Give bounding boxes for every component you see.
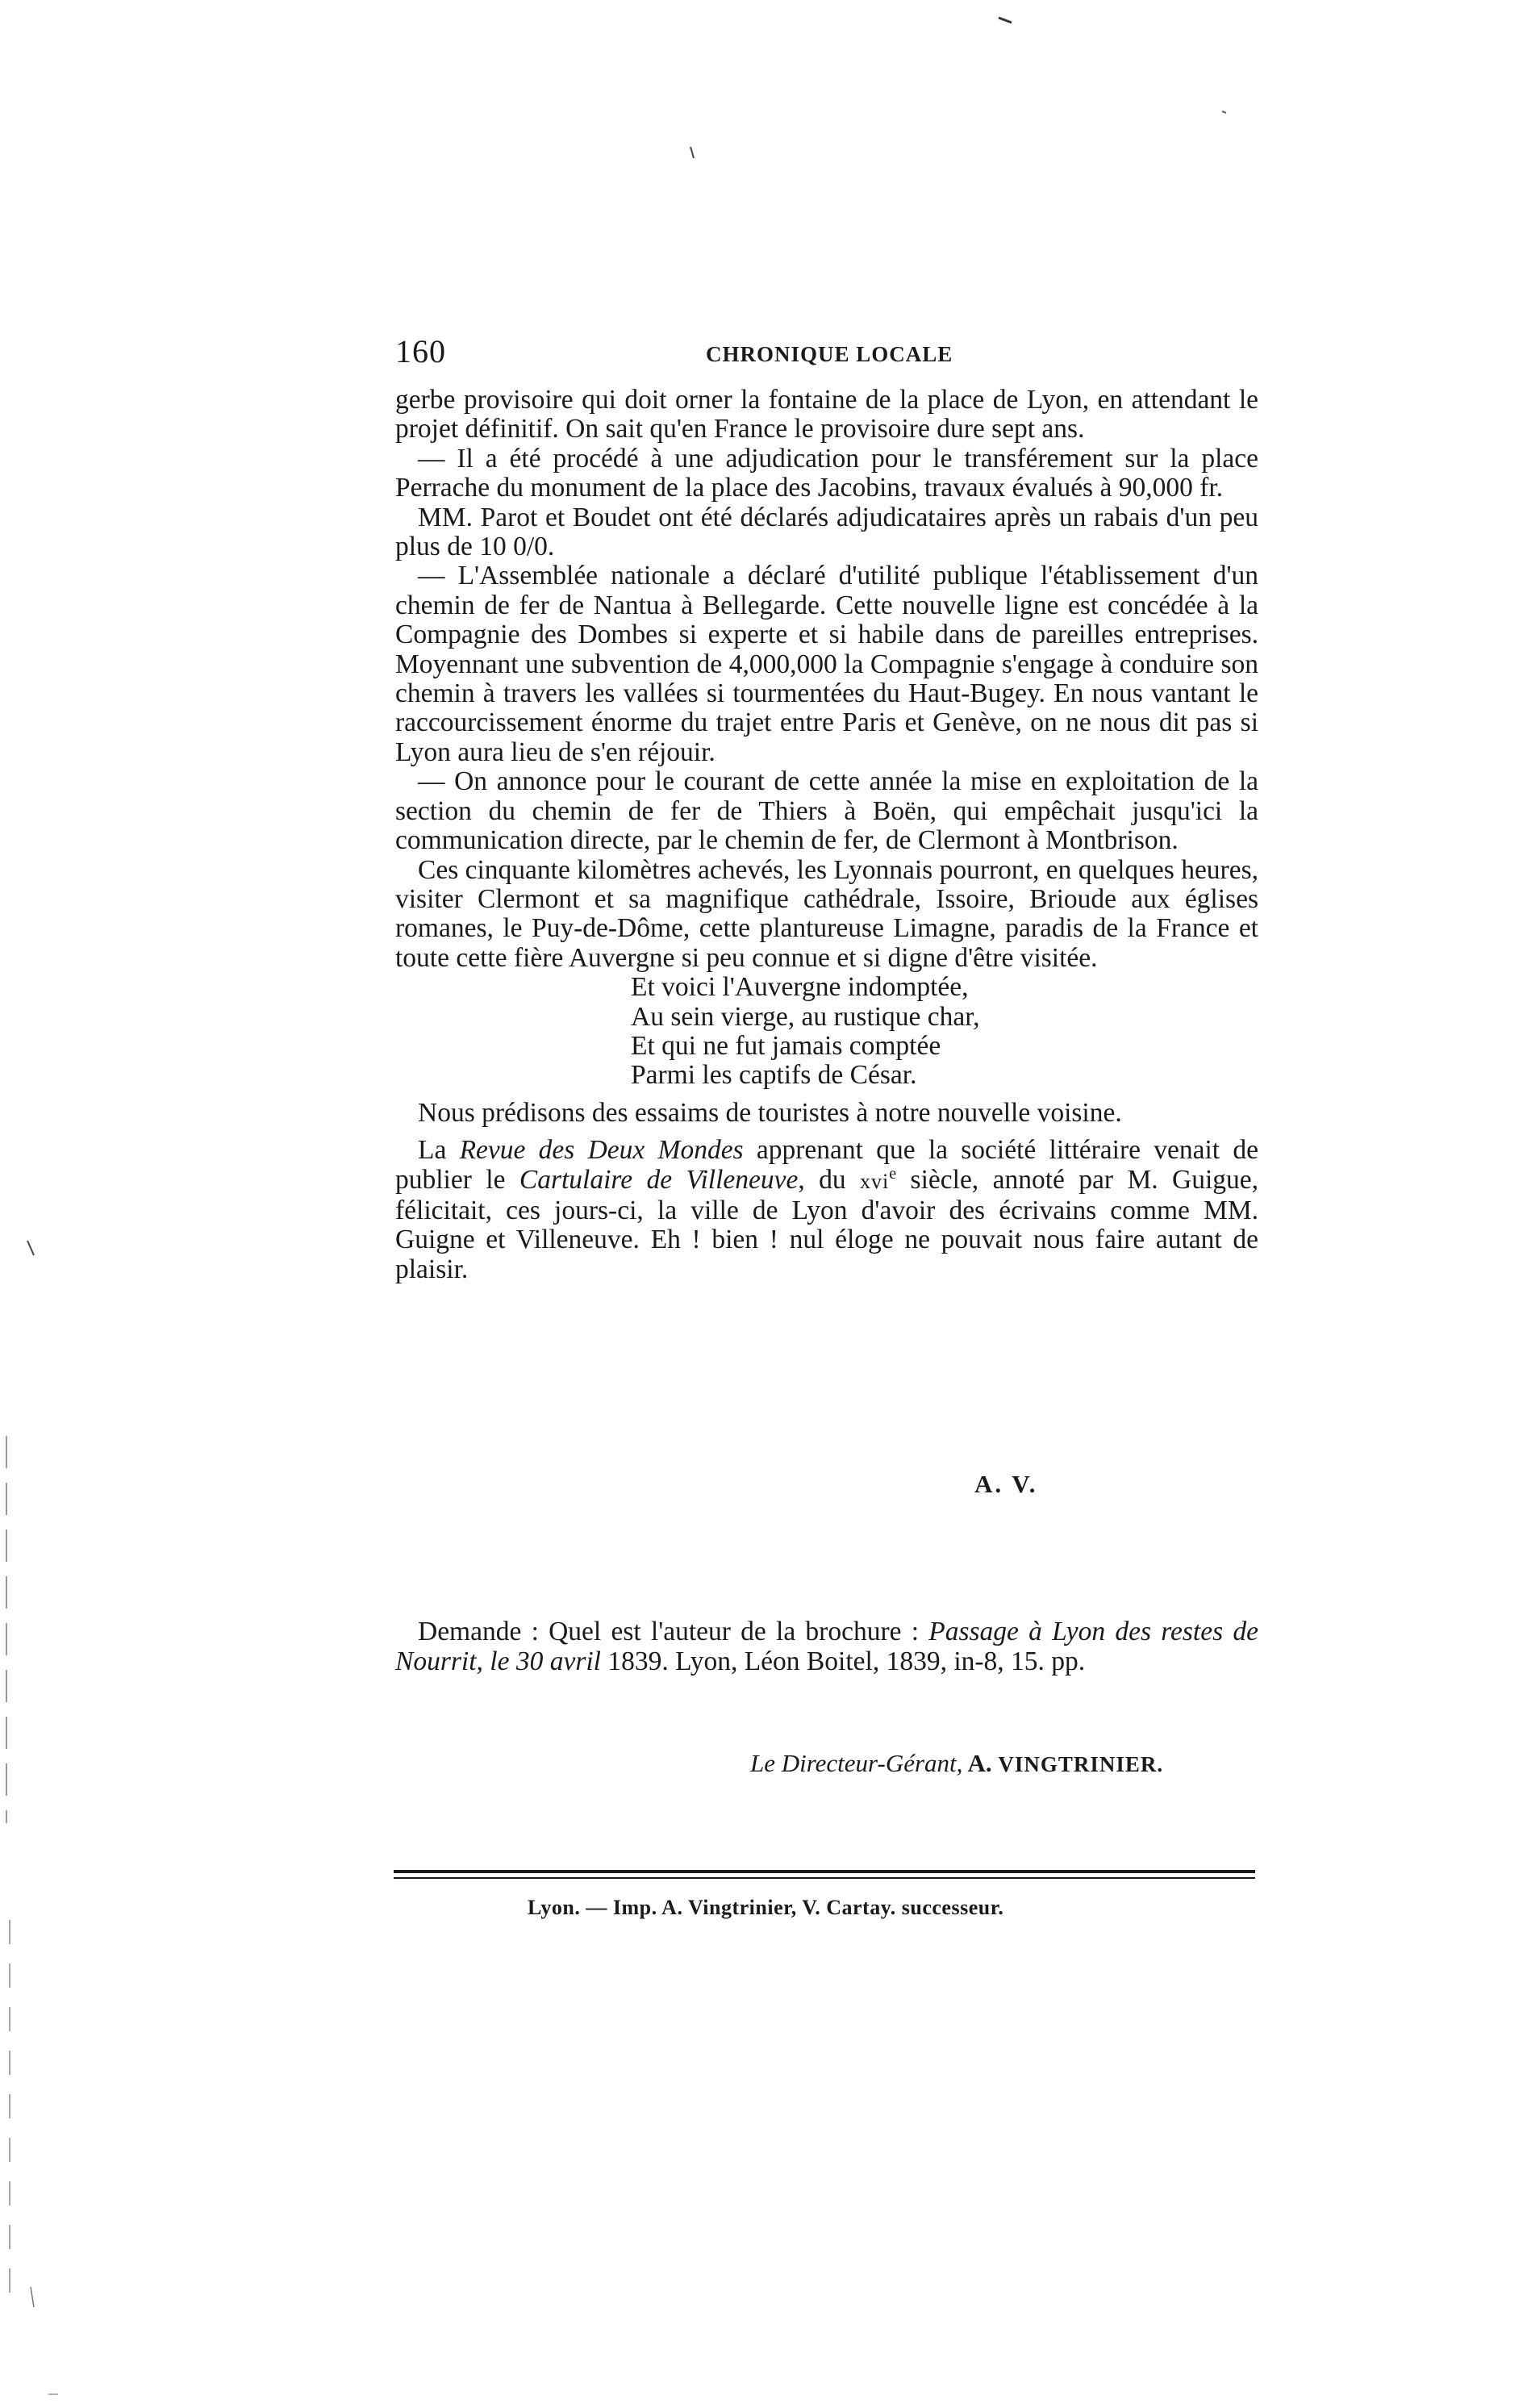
printer-imprint: Lyon. — Imp. A. Vingtrinier, V. Cartay. successeur. — [528, 1896, 1004, 1919]
article-body — [395, 386, 1258, 1284]
paragraph: MM. Parot et Boudet ont été déclarés adjudicataires après un rabais d'un peu plus de 10 0/0. — [395, 502, 1258, 562]
director-role: Le Directeur-Gérant, — [750, 1749, 963, 1777]
paragraph: Ces cinquante kilomètres achevés, les Lyonnais pourront, en quelques heures, visiter Clermont et sa magnifique cathédrale, Issoire, Brioude aux églises romanes, le Puy-de-Dôme, cette plantureuse Limagne, paradis de la France et toute cette fière Auvergne si peu connue et si digne d'être visitée. — [395, 854, 1258, 973]
text-run: siècle, annoté par M. Guigue, félicitait, ces jours-ci, la ville de Lyon d'avoir des écrivains comme MM. Guigne et Villeneuve. Eh ! bien ! nul éloge ne pouvait nous faire autant de plaisir. — [395, 1164, 1258, 1284]
text-run: , du — [798, 1164, 861, 1195]
author-signature: A. V. — [974, 1470, 1038, 1498]
century-superscript: e — [889, 1164, 897, 1183]
verse-line: Et qui ne fut jamais comptée — [631, 1030, 941, 1061]
paragraph: Nous prédisons des essaims de touristes à notre nouvelle voisine. — [418, 1097, 1122, 1128]
paragraph: gerbe provisoire qui doit orner la fontaine de la place de Lyon, en attendant le projet définitif. On sait qu'en France le provisoire dure sept ans. — [395, 385, 1258, 444]
verse-line: Au sein vierge, au rustique char, — [631, 1001, 980, 1032]
page-header — [395, 332, 1258, 373]
director-name: VINGTRINIER. — [998, 1752, 1164, 1776]
director-initial: A. — [962, 1749, 999, 1777]
margin-speck — [690, 147, 694, 158]
verse-line: Et voici l'Auvergne indomptée, — [631, 972, 969, 1003]
text-run: Demande : Quel est l'auteur de la brochure : — [418, 1616, 929, 1646]
director-signature — [750, 1749, 1163, 1778]
query-paragraph — [395, 1617, 1258, 1676]
footer-rule-thin — [394, 1877, 1255, 1879]
footer-rule-thick — [394, 1870, 1255, 1873]
verse-line: Parmi les captifs de César. — [631, 1060, 917, 1091]
text-run: La — [418, 1135, 460, 1166]
paragraph: — L'Assemblée nationale a déclaré d'utilité publique l'établissement d'un chemin de fer de Nantua à Bellegarde. Cette nouvelle ligne est concédée à la Compagnie des Dombes si experte et si habile dans de pareilles entreprises. Moyennant une subvention de 4,000,000 la Compagnie s'engage à conduire son chemin à travers les vallées si tourmentées du Haut-Bugey. En nous vantant le raccourcissement énorme du trajet entre Paris et Genève, on ne nous dit pas si Lyon aura lieu de s'en réjouir. — [395, 561, 1258, 767]
century-numeral: xvi — [860, 1169, 890, 1193]
brochure-title: Passage à Lyon des restes de Nourrit, le 30 avril — [395, 1616, 1258, 1676]
paragraph: — Il a été procédé à une adjudication pour le transférement sur la place Perrache du monument de la place des Jacobins, travaux évalués à 90,000 fr. — [395, 443, 1258, 503]
text-run: apprenant que la société littéraire venait de publier le — [395, 1135, 1258, 1195]
verse-quotation — [631, 973, 1258, 1091]
text-run: 1839. Lyon, Léon Boitel, 1839, in-8, 15. pp. — [600, 1646, 1086, 1676]
journal-title: Revue des Deux Mondes — [459, 1135, 744, 1166]
running-head: CHRONIQUE LOCALE — [706, 342, 953, 366]
paragraph-revue — [395, 1136, 1258, 1284]
margin-speck — [999, 18, 1012, 23]
page-number: 160 — [395, 333, 446, 369]
paragraph: — On annonce pour le courant de cette année la mise en exploitation de la section du chemin de fer de Thiers à Boën, qui empêchait jusqu'ici la communication directe, par le chemin de fer, de Clermont à Montbrison. — [395, 766, 1258, 856]
margin-speck — [31, 2287, 34, 2307]
margin-speck — [1222, 111, 1226, 113]
book-title: Cartulaire de Villeneuve — [519, 1164, 799, 1195]
margin-speck — [27, 1241, 34, 1255]
